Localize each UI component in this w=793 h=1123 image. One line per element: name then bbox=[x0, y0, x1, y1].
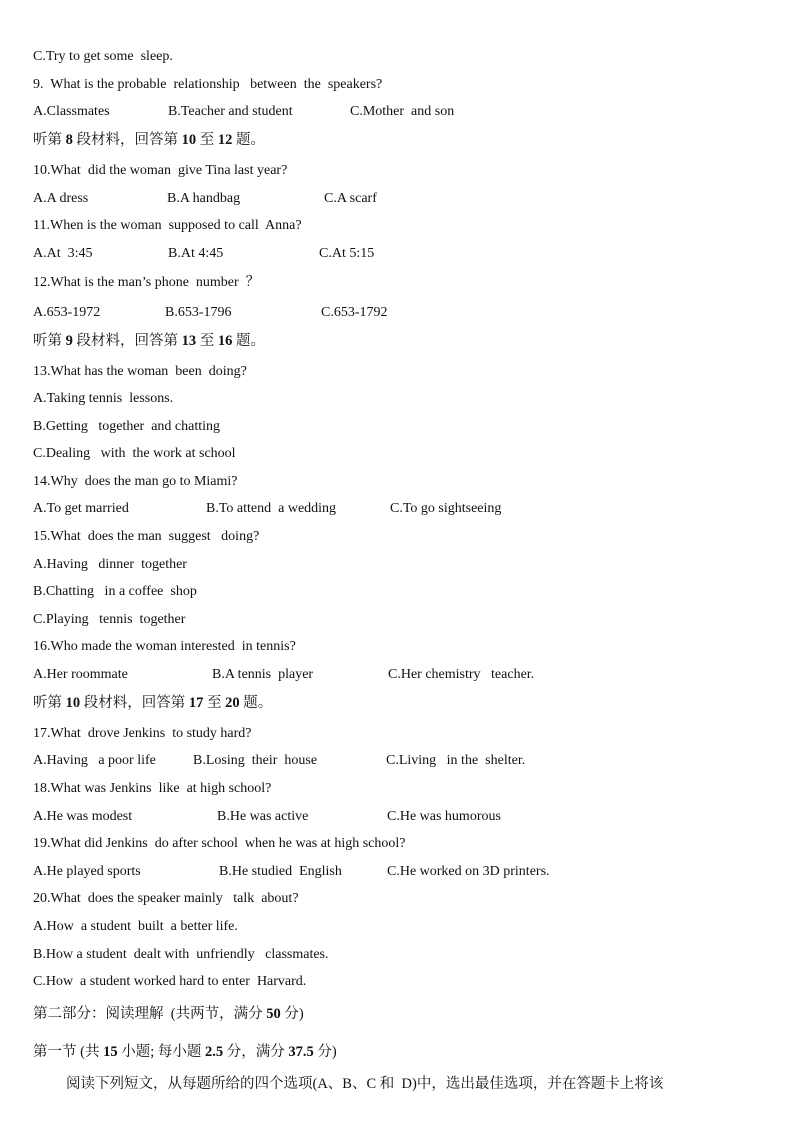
question-18-options bbox=[33, 808, 733, 826]
option-b: B.He studied English bbox=[219, 864, 342, 879]
option-c: C.At 5:15 bbox=[319, 246, 375, 261]
option-b: B.At 4:45 bbox=[168, 246, 224, 261]
question-19-options bbox=[33, 863, 733, 881]
question-11-options bbox=[33, 245, 733, 263]
question-9-options bbox=[33, 103, 733, 121]
question-10: 10.What did the woman give Tina last year? bbox=[33, 163, 288, 178]
option-b: B.Losing their house bbox=[193, 753, 318, 768]
option-c: C.Mother and son bbox=[350, 104, 455, 119]
option-b: B.653-1796 bbox=[165, 305, 232, 320]
question-16: 16.Who made the woman interested in tennis? bbox=[33, 639, 296, 654]
question-10-options bbox=[33, 190, 733, 208]
option-a: A.653-1972 bbox=[33, 305, 101, 320]
option-a: A.How a student built a better life. bbox=[33, 919, 238, 934]
question-18: 18.What was Jenkins like at high school? bbox=[33, 781, 272, 796]
question-15: 15.What does the man suggest doing? bbox=[33, 529, 260, 544]
option-a: A.Her roommate bbox=[33, 667, 128, 682]
option-c: C.A scarf bbox=[324, 191, 377, 206]
question-19: 19.What did Jenkins do after school when he was at high school? bbox=[33, 836, 406, 851]
question-14-options bbox=[33, 500, 733, 518]
section-heading-10: 听第 10 段材料，回答第 17 至 20 题。 bbox=[33, 695, 273, 711]
option-c: C.To go sightseeing bbox=[390, 501, 502, 516]
option-b: B.Getting together and chatting bbox=[33, 419, 221, 434]
section-one-heading: 第一节 (共 15 小题; 每小题 2.5 分，满分 37.5 分) bbox=[33, 1044, 337, 1060]
option-b: B.A tennis player bbox=[212, 667, 314, 682]
section-heading-9: 听第 9 段材料，回答第 13 至 16 题。 bbox=[33, 333, 265, 349]
option-b: B.To attend a wedding bbox=[206, 501, 337, 516]
question-17-options bbox=[33, 752, 733, 770]
question-20: 20.What does the speaker mainly talk about? bbox=[33, 891, 299, 906]
option-c: C.How a student worked hard to enter Harvard. bbox=[33, 974, 307, 989]
section-heading-8: 听第 8 段材料，回答第 10 至 12 题。 bbox=[33, 132, 265, 148]
part-two-heading: 第二部分：阅读理解 (共两节，满分 50 分) bbox=[33, 1006, 304, 1022]
option-c: C.653-1792 bbox=[321, 305, 388, 320]
option-line: C.Try to get some sleep. bbox=[33, 49, 173, 64]
question-17: 17.What drove Jenkins to study hard? bbox=[33, 726, 252, 741]
option-b: B.Chatting in a coffee shop bbox=[33, 584, 197, 599]
option-a: A.He was modest bbox=[33, 809, 133, 824]
option-a: A.He played sports bbox=[33, 864, 141, 879]
option-a: A.At 3:45 bbox=[33, 246, 93, 261]
question-11: 11.When is the woman supposed to call Anna? bbox=[33, 218, 302, 233]
option-a: A.Having dinner together bbox=[33, 557, 187, 572]
option-b: B.How a student dealt with unfriendly classmates. bbox=[33, 947, 329, 962]
question-16-options bbox=[33, 666, 733, 684]
option-b: B.He was active bbox=[217, 809, 309, 824]
option-a: A.A dress bbox=[33, 191, 89, 206]
question-9: 9. What is the probable relationship between the speakers? bbox=[33, 77, 383, 92]
question-12: 12.What is the man’s phone number ？ bbox=[33, 275, 260, 290]
option-b: B.Teacher and student bbox=[168, 104, 293, 119]
option-c: C.Her chemistry teacher. bbox=[388, 667, 535, 682]
question-13: 13.What has the woman been doing? bbox=[33, 364, 247, 379]
option-c: C.He worked on 3D printers. bbox=[387, 864, 550, 879]
option-b: B.A handbag bbox=[167, 191, 241, 206]
option-c: C.He was humorous bbox=[387, 809, 501, 824]
option-a: A.Having a poor life bbox=[33, 753, 156, 768]
question-12-options bbox=[33, 304, 733, 322]
option-c: C.Living in the shelter. bbox=[386, 753, 526, 768]
option-c: C.Playing tennis together bbox=[33, 612, 186, 627]
option-c: C.Dealing with the work at school bbox=[33, 446, 236, 461]
option-a: A.Classmates bbox=[33, 104, 110, 119]
question-14: 14.Why does the man go to Miami? bbox=[33, 474, 238, 489]
option-a: A.Taking tennis lessons. bbox=[33, 391, 174, 406]
option-a: A.To get married bbox=[33, 501, 129, 516]
instructions-text: 阅读下列短文，从每题所给的四个选项(A、B、C 和 D)中，选出最佳选项，并在答题卡上将该 bbox=[66, 1076, 664, 1092]
